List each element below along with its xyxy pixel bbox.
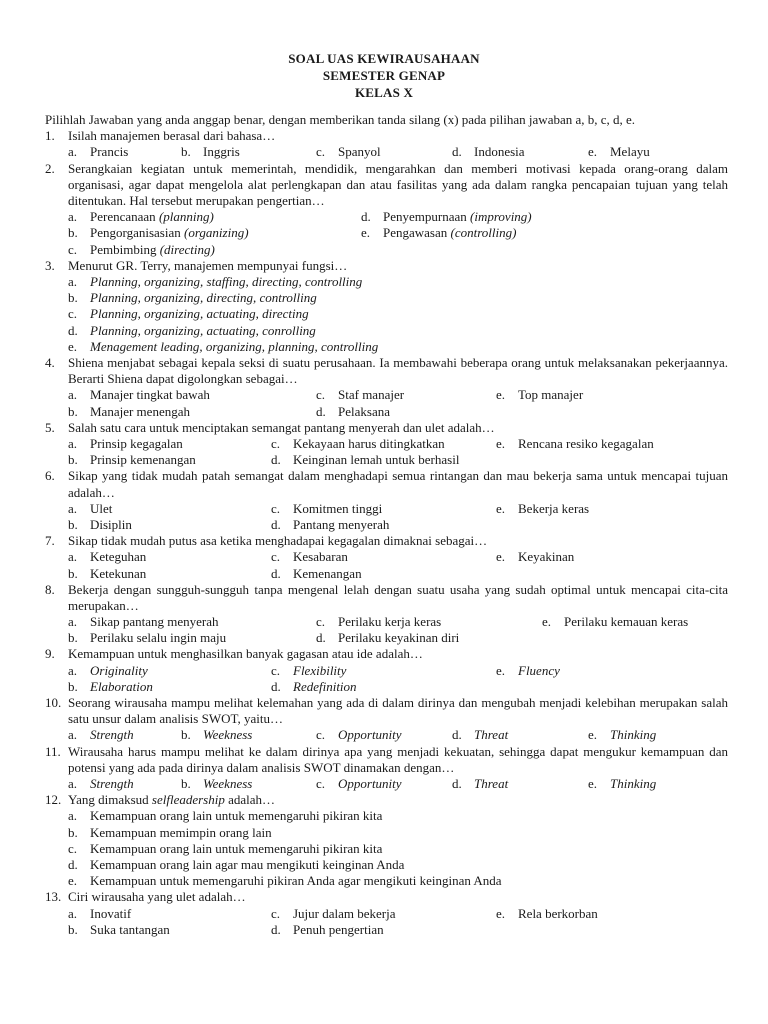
option-term: (controlling) (450, 225, 517, 241)
answer-option[interactable] (588, 776, 656, 792)
option-letter: b. (68, 565, 78, 581)
question-number: 9. (45, 646, 55, 662)
answer-option[interactable] (45, 825, 728, 841)
option-text: Disiplin (90, 516, 132, 532)
option-term: Threat (474, 727, 509, 743)
answer-option[interactable] (45, 274, 728, 290)
option-list (45, 808, 728, 889)
option-letter: c. (271, 662, 281, 678)
option-letter: e. (68, 338, 78, 354)
option-letter: e. (542, 614, 552, 630)
option-row (45, 549, 728, 565)
option-text: Prinsip kemenangan (90, 452, 196, 468)
option-term: Redefinition (293, 678, 357, 694)
option-row (45, 679, 728, 695)
option-letter: d. (452, 144, 462, 160)
option-letter: b. (68, 630, 78, 646)
answer-option[interactable] (68, 501, 112, 517)
option-text: Kemampuan orang lain agar mau mengikuti keinginan Anda (90, 857, 405, 873)
answer-option[interactable] (271, 566, 362, 582)
option-text: Planning, organizing, actuating, conrolling (90, 322, 316, 338)
option-letter: a. (68, 273, 78, 289)
question (45, 128, 728, 144)
question-list (45, 128, 728, 938)
answer-option[interactable] (542, 614, 688, 630)
option-term: (improving) (470, 209, 532, 225)
option-text: Ulet (90, 500, 113, 516)
answer-option[interactable] (68, 679, 153, 695)
answer-option[interactable] (496, 663, 560, 679)
exam-body (45, 112, 728, 938)
question-text: Salah satu cara untuk menciptakan semangat pantang menyerah dan ulet adalah… (68, 419, 495, 435)
answer-option[interactable] (316, 776, 402, 792)
question (45, 420, 728, 436)
option-letter: e. (588, 144, 598, 160)
option-letter: c. (316, 727, 326, 743)
question-text: Ciri wirausaha yang ulet adalah… (68, 889, 246, 905)
question-number: 5. (45, 419, 55, 435)
option-text: Spanyol (338, 144, 381, 160)
option-term: Weekness (203, 776, 253, 792)
option-letter: b. (68, 921, 78, 937)
answer-option[interactable] (316, 727, 402, 743)
answer-option[interactable] (181, 144, 240, 160)
answer-option[interactable] (68, 242, 215, 258)
option-letter: d. (452, 727, 462, 743)
option-text: Sikap pantang menyerah (90, 614, 219, 630)
option-letter: a. (68, 727, 78, 743)
answer-option[interactable] (68, 776, 134, 792)
question (45, 533, 728, 549)
option-letter: e. (68, 873, 78, 889)
option-text: Menagement leading, organizing, planning, controlling (90, 338, 379, 354)
answer-option[interactable] (181, 727, 252, 743)
option-text: Pengorganisasian (90, 225, 184, 241)
option-letter: b. (68, 824, 78, 840)
option-text: Kemampuan orang lain untuk memengaruhi pikiran kita (90, 840, 383, 856)
answer-option[interactable] (68, 906, 131, 922)
question (45, 744, 728, 776)
option-row (45, 663, 728, 679)
option-letter: b. (68, 225, 78, 241)
option-letter: a. (68, 614, 78, 630)
question-number: 10. (45, 695, 62, 711)
option-row (45, 566, 728, 582)
question-number: 11. (45, 743, 61, 759)
option-text: Inggris (203, 144, 240, 160)
option-term: Thinking (610, 776, 657, 792)
option-text: Keteguhan (90, 549, 147, 565)
answer-option[interactable] (316, 630, 459, 646)
answer-option[interactable] (45, 290, 728, 306)
option-text: Ketekunan (90, 565, 147, 581)
answer-option[interactable] (45, 323, 728, 339)
answer-option[interactable] (45, 339, 728, 355)
option-text: Penyempurnaan (383, 209, 471, 225)
answer-option[interactable] (316, 614, 441, 630)
answer-option[interactable] (452, 727, 508, 743)
option-text: Rencana resiko kegagalan (518, 435, 654, 451)
option-row (45, 209, 728, 225)
option-term: Strength (90, 727, 134, 743)
option-letter: e. (496, 500, 506, 516)
answer-option[interactable] (316, 144, 381, 160)
option-row (45, 922, 728, 938)
option-letter: e. (496, 435, 506, 451)
answer-option[interactable] (45, 841, 728, 857)
answer-option[interactable] (588, 727, 656, 743)
option-row (45, 727, 728, 743)
question-number: 13. (45, 889, 62, 905)
option-letter: b. (68, 516, 78, 532)
option-letter: d. (316, 630, 326, 646)
answer-option[interactable] (45, 808, 728, 824)
option-letter: a. (68, 387, 78, 403)
option-text: Indonesia (474, 144, 525, 160)
option-term: Opportunity (338, 776, 402, 792)
answer-option[interactable] (45, 306, 728, 322)
option-row (45, 404, 728, 420)
answer-option[interactable] (496, 436, 654, 452)
option-letter: d. (271, 921, 281, 937)
option-letter: c. (271, 905, 281, 921)
option-letter: c. (271, 435, 281, 451)
option-letter: c. (316, 776, 326, 792)
question (45, 889, 728, 905)
option-letter: a. (68, 209, 78, 225)
option-letter: b. (181, 776, 191, 792)
answer-option[interactable] (271, 501, 382, 517)
option-text: Perilaku selalu ingin maju (90, 630, 227, 646)
answer-option[interactable] (496, 906, 598, 922)
option-text: Pengawasan (383, 225, 451, 241)
answer-option[interactable] (496, 549, 574, 565)
answer-option[interactable] (45, 873, 728, 889)
option-letter: a. (68, 776, 78, 792)
option-text: Inovatif (90, 905, 132, 921)
option-term: (planning) (158, 209, 214, 225)
option-text: Manajer menengah (90, 403, 190, 419)
option-letter: a. (68, 144, 78, 160)
option-term: Threat (474, 776, 509, 792)
option-row (45, 144, 728, 160)
question-number: 12. (45, 792, 62, 808)
question-text: Kemampuan untuk menghasilkan banyak gagasan atau ide adalah… (68, 646, 423, 662)
option-row (45, 225, 728, 241)
option-text: Kekayaan harus ditingkatkan (293, 435, 445, 451)
answer-option[interactable] (68, 452, 196, 468)
question (45, 792, 728, 808)
option-letter: c. (68, 306, 78, 322)
question (45, 258, 728, 274)
option-text: Kemampuan memimpin orang lain (90, 824, 272, 840)
answer-option[interactable] (68, 387, 210, 403)
question-text: Isilah manajemen berasal dari bahasa… (68, 128, 276, 144)
question-text-term: selfleadership (151, 792, 225, 808)
option-letter: d. (316, 403, 326, 419)
option-text: Perilaku keyakinan diri (338, 630, 460, 646)
instructions: Pilihlah Jawaban yang anda anggap benar, dengan memberikan tanda silang (x) pada pilihan jawaban a, b, c, d, e. (45, 112, 636, 127)
option-letter: d. (271, 516, 281, 532)
question-number: 4. (45, 354, 55, 370)
answer-option[interactable] (68, 566, 146, 582)
option-letter: b. (68, 403, 78, 419)
option-term: Opportunity (338, 727, 402, 743)
answer-option[interactable] (316, 404, 390, 420)
option-letter: b. (181, 727, 191, 743)
option-letter: c. (271, 549, 281, 565)
option-term: Thinking (610, 727, 657, 743)
option-letter: b. (181, 144, 191, 160)
option-text: Kesabaran (293, 549, 348, 565)
answer-option[interactable] (68, 727, 134, 743)
question-text: Menurut GR. Terry, manajemen mempunyai fungsi… (68, 257, 348, 273)
option-text: Perilaku kemauan keras (564, 614, 689, 630)
exam-header (0, 50, 768, 101)
answer-option[interactable] (68, 209, 214, 225)
answer-option[interactable] (588, 144, 650, 160)
question-text-part: adalah… (224, 792, 276, 808)
option-letter: a. (68, 500, 78, 516)
option-letter: b. (68, 290, 78, 306)
answer-option[interactable] (271, 452, 459, 468)
answer-option[interactable] (271, 517, 389, 533)
option-letter: d. (361, 209, 371, 225)
question (45, 646, 728, 662)
answer-option[interactable] (361, 225, 516, 241)
answer-option[interactable] (496, 501, 589, 517)
question-text (68, 792, 275, 807)
answer-option[interactable] (68, 404, 190, 420)
option-row (45, 387, 728, 403)
option-text: Pelaksana (338, 403, 390, 419)
answer-option[interactable] (452, 776, 508, 792)
option-text: Top manajer (518, 387, 584, 403)
answer-option[interactable] (181, 776, 252, 792)
answer-option[interactable] (68, 630, 226, 646)
question (45, 161, 728, 210)
option-term: Weekness (203, 727, 253, 743)
option-term: Strength (90, 776, 134, 792)
exam-class: KELAS X (354, 85, 414, 100)
question-number: 7. (45, 533, 55, 549)
question-text: Seorang wirausaha mampu melihat kelemahan yang ada di dalam dirinya dan mengubah menjadi kelebihan merupakan salah satu unsur dalam analisis SWOT, yaitu… (68, 695, 728, 727)
option-list (45, 274, 728, 355)
option-letter: e. (588, 776, 598, 792)
option-text: Kemampuan orang lain untuk memengaruhi pikiran kita (90, 808, 383, 824)
option-text: Komitmen tinggi (293, 500, 383, 516)
answer-option[interactable] (68, 549, 146, 565)
option-letter: e. (496, 549, 506, 565)
option-letter: d. (271, 452, 281, 468)
option-term: (organizing) (184, 225, 249, 241)
option-letter: e. (588, 727, 598, 743)
option-row (45, 776, 728, 792)
question-text: Wirausaha harus mampu melihat ke dalam dirinya apa yang menjadi kekuatan, sehingga dapat mengukur kemampuan dan potensi yang ada pada dirinya dalam analisis SWOT dinamakan dengan… (68, 743, 728, 775)
answer-option[interactable] (45, 857, 728, 873)
option-row (45, 906, 728, 922)
answer-option[interactable] (68, 144, 128, 160)
answer-option[interactable] (68, 225, 249, 241)
option-letter: d. (271, 565, 281, 581)
answer-option[interactable] (496, 387, 583, 403)
question-text: Bekerja dengan sungguh-sungguh tanpa mengenal lelah dengan suatu usaha yang sudah optimal untuk mencapai cita-cita merupakan… (68, 581, 728, 613)
option-text: Keyakinan (518, 549, 575, 565)
answer-option[interactable] (271, 922, 384, 938)
option-text: Prancis (90, 144, 129, 160)
answer-option[interactable] (271, 436, 445, 452)
exam-title: SOAL UAS KEWIRAUSAHAAN (288, 51, 480, 66)
option-term: Elaboration (90, 678, 153, 694)
option-letter: d. (271, 678, 281, 694)
option-letter: e. (496, 387, 506, 403)
option-letter: b. (68, 678, 78, 694)
question (45, 695, 728, 727)
option-text: Prinsip kegagalan (90, 435, 183, 451)
option-text: Rela berkorban (518, 905, 598, 921)
option-text: Pembimbing (90, 241, 160, 257)
option-letter: b. (68, 452, 78, 468)
option-letter: c. (271, 500, 281, 516)
option-letter: a. (68, 662, 78, 678)
answer-option[interactable] (271, 679, 357, 695)
option-row (45, 242, 728, 258)
option-letter: d. (68, 322, 78, 338)
option-text: Suka tantangan (90, 921, 170, 937)
option-letter: c. (68, 840, 78, 856)
answer-option[interactable] (68, 922, 170, 938)
question-number: 2. (45, 160, 55, 176)
option-letter: a. (68, 549, 78, 565)
option-text: Kemampuan untuk memengaruhi pikiran Anda agar mengikuti keinginan Anda (90, 873, 502, 889)
question-number: 3. (45, 257, 55, 273)
option-text: Melayu (610, 144, 650, 160)
question (45, 582, 728, 614)
answer-option[interactable] (68, 436, 183, 452)
option-letter: c. (316, 614, 326, 630)
answer-option[interactable] (271, 663, 346, 679)
option-text: Planning, organizing, directing, controlling (90, 290, 317, 306)
option-letter: e. (361, 225, 371, 241)
option-letter: e. (496, 905, 506, 921)
answer-option[interactable] (68, 663, 148, 679)
option-text: Perilaku kerja keras (338, 614, 442, 630)
option-row (45, 614, 728, 630)
question-number: 1. (45, 128, 55, 144)
option-text: Penuh pengertian (293, 921, 384, 937)
answer-option[interactable] (68, 614, 219, 630)
option-text: Planning, organizing, staffing, directing, controlling (90, 273, 363, 289)
question-text: Sikap tidak mudah putus asa ketika menghadapai kegagalan dimaknai sebagai… (68, 533, 488, 549)
option-letter: c. (68, 241, 78, 257)
question-number: 8. (45, 581, 55, 597)
question-text: Sikap yang tidak mudah patah semangat dalam menghadapi semua rintangan dan mau bekerja sama untuk mencapai tujuan adalah… (68, 468, 728, 500)
option-letter: c. (316, 387, 326, 403)
option-text: Pantang menyerah (293, 516, 390, 532)
answer-option[interactable] (271, 549, 348, 565)
option-letter: d. (68, 857, 78, 873)
option-row (45, 517, 728, 533)
answer-option[interactable] (452, 144, 525, 160)
exam-semester: SEMESTER GENAP (322, 68, 446, 83)
option-text: Manajer tingkat bawah (90, 387, 210, 403)
answer-option[interactable] (316, 387, 404, 403)
option-term: Originality (90, 662, 148, 678)
option-text: Jujur dalam bekerja (293, 905, 396, 921)
answer-option[interactable] (68, 517, 132, 533)
option-letter: a. (68, 808, 78, 824)
option-row (45, 630, 728, 646)
option-row (45, 436, 728, 452)
option-term: Flexibility (293, 662, 347, 678)
option-text: Perencanaan (90, 209, 159, 225)
answer-option[interactable] (361, 209, 532, 225)
answer-option[interactable] (271, 906, 396, 922)
question (45, 468, 728, 500)
option-text: Kemenangan (293, 565, 362, 581)
option-letter: d. (452, 776, 462, 792)
option-text: Keinginan lemah untuk berhasil (293, 452, 460, 468)
option-term: Fluency (518, 662, 560, 678)
question-text-part: Yang dimaksud (68, 792, 152, 808)
option-letter: a. (68, 435, 78, 451)
option-row (45, 452, 728, 468)
question-text: Serangkaian kegiatan untuk memerintah, mendidik, mengarahkan dan memberi motivasi kepada orang-orang dalam organisasi, agar dapat mengelola alat perlengkapan dan atau fasilitas yang ada dalam rangka pencapaian tujuan yang telah ditentukan. Hal tersebut merupakan pengertian… (68, 160, 728, 208)
option-text: Staf manajer (338, 387, 405, 403)
option-letter: e. (496, 662, 506, 678)
option-letter: c. (316, 144, 326, 160)
option-term: (directing) (159, 241, 215, 257)
option-text: Bekerja keras (518, 500, 590, 516)
question-text: Shiena menjabat sebagai kepala seksi di suatu perusahaan. Ia membawahi beberapa orang untuk melaksanakan pekerjaannya. Berarti Shiena dapat digolongkan sebagai… (68, 354, 728, 387)
option-text: Planning, organizing, actuating, directing (90, 306, 309, 322)
option-letter: a. (68, 905, 78, 921)
option-row (45, 501, 728, 517)
question-number: 6. (45, 468, 55, 484)
question (45, 355, 728, 387)
